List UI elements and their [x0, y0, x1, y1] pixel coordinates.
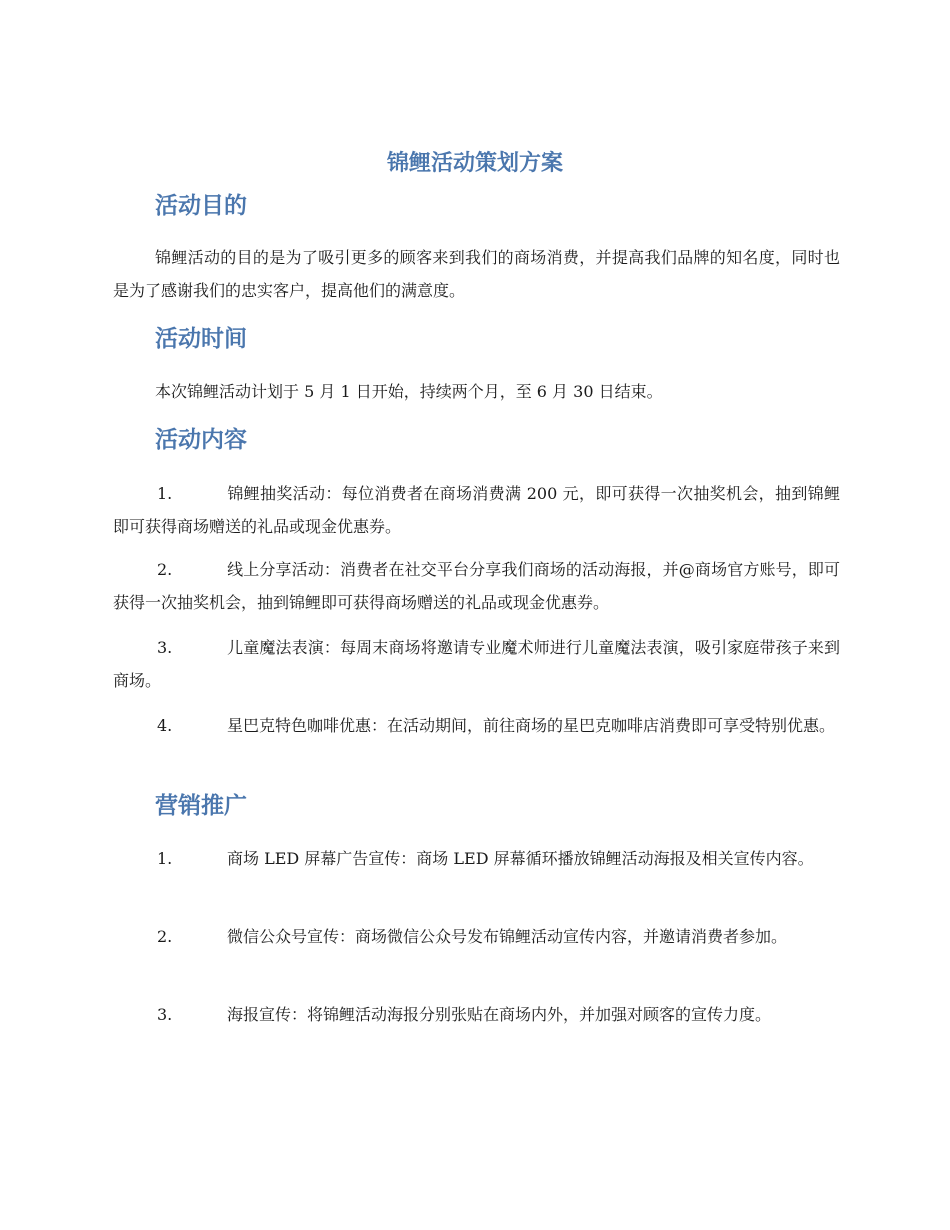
list-text: 海报宣传：将锦鲤活动海报分别张贴在商场内外，并加强对顾客的宣传力度。 [227, 1005, 772, 1024]
heading-marketing: 营销推广 [155, 793, 247, 819]
list-text: 儿童魔法表演：每周末商场将邀请专业魔术师进行儿童魔法表演，吸引家庭带孩子来到商场。 [113, 638, 840, 690]
list-text: 线上分享活动：消费者在社交平台分享我们商场的活动海报，并@商场官方账号，即可获得一次抽奖机会，抽到锦鲤即可获得商场赠送的礼品或现金优惠券。 [113, 560, 840, 612]
list-text: 微信公众号宣传：商场微信公众号发布锦鲤活动宣传内容，并邀请消费者参加。 [227, 927, 788, 946]
paragraph-time: 本次锦鲤活动计划于 5 月 1 日开始，持续两个月，至 6 月 30 日结束。 [155, 382, 663, 401]
list-number: 1. [157, 849, 173, 868]
list-item [113, 477, 840, 543]
list-number: 2. [157, 560, 173, 579]
paragraph-purpose: 锦鲤活动的目的是为了吸引更多的顾客来到我们的商场消费，并提高我们品牌的知名度，同时也是为了感谢我们的忠实客户，提高他们的满意度。 [113, 248, 840, 300]
list-item [113, 553, 840, 619]
heading-content: 活动内容 [155, 427, 247, 453]
list-number: 1. [157, 484, 173, 503]
heading-purpose: 活动目的 [155, 193, 247, 219]
list-text: 星巴克特色咖啡优惠：在活动期间，前往商场的星巴克咖啡店消费即可享受特别优惠。 [227, 716, 836, 735]
list-item [113, 709, 840, 742]
list-item [113, 920, 840, 953]
list-item [113, 842, 840, 875]
list-text: 商场 LED 屏幕广告宣传：商场 LED 屏幕循环播放锦鲤活动海报及相关宣传内容。 [227, 849, 814, 868]
list-number: 4. [157, 716, 173, 735]
list-item [113, 631, 840, 697]
list-number: 3. [157, 1005, 173, 1024]
list-number: 3. [157, 638, 173, 657]
list-text: 锦鲤抽奖活动：每位消费者在商场消费满 200 元，即可获得一次抽奖机会，抽到锦鲤即可获得商场赠送的礼品或现金优惠券。 [113, 484, 840, 536]
document-title: 锦鲤活动策划方案 [386, 151, 563, 176]
list-item [113, 998, 840, 1031]
heading-time: 活动时间 [155, 326, 247, 352]
list-number: 2. [157, 927, 173, 946]
